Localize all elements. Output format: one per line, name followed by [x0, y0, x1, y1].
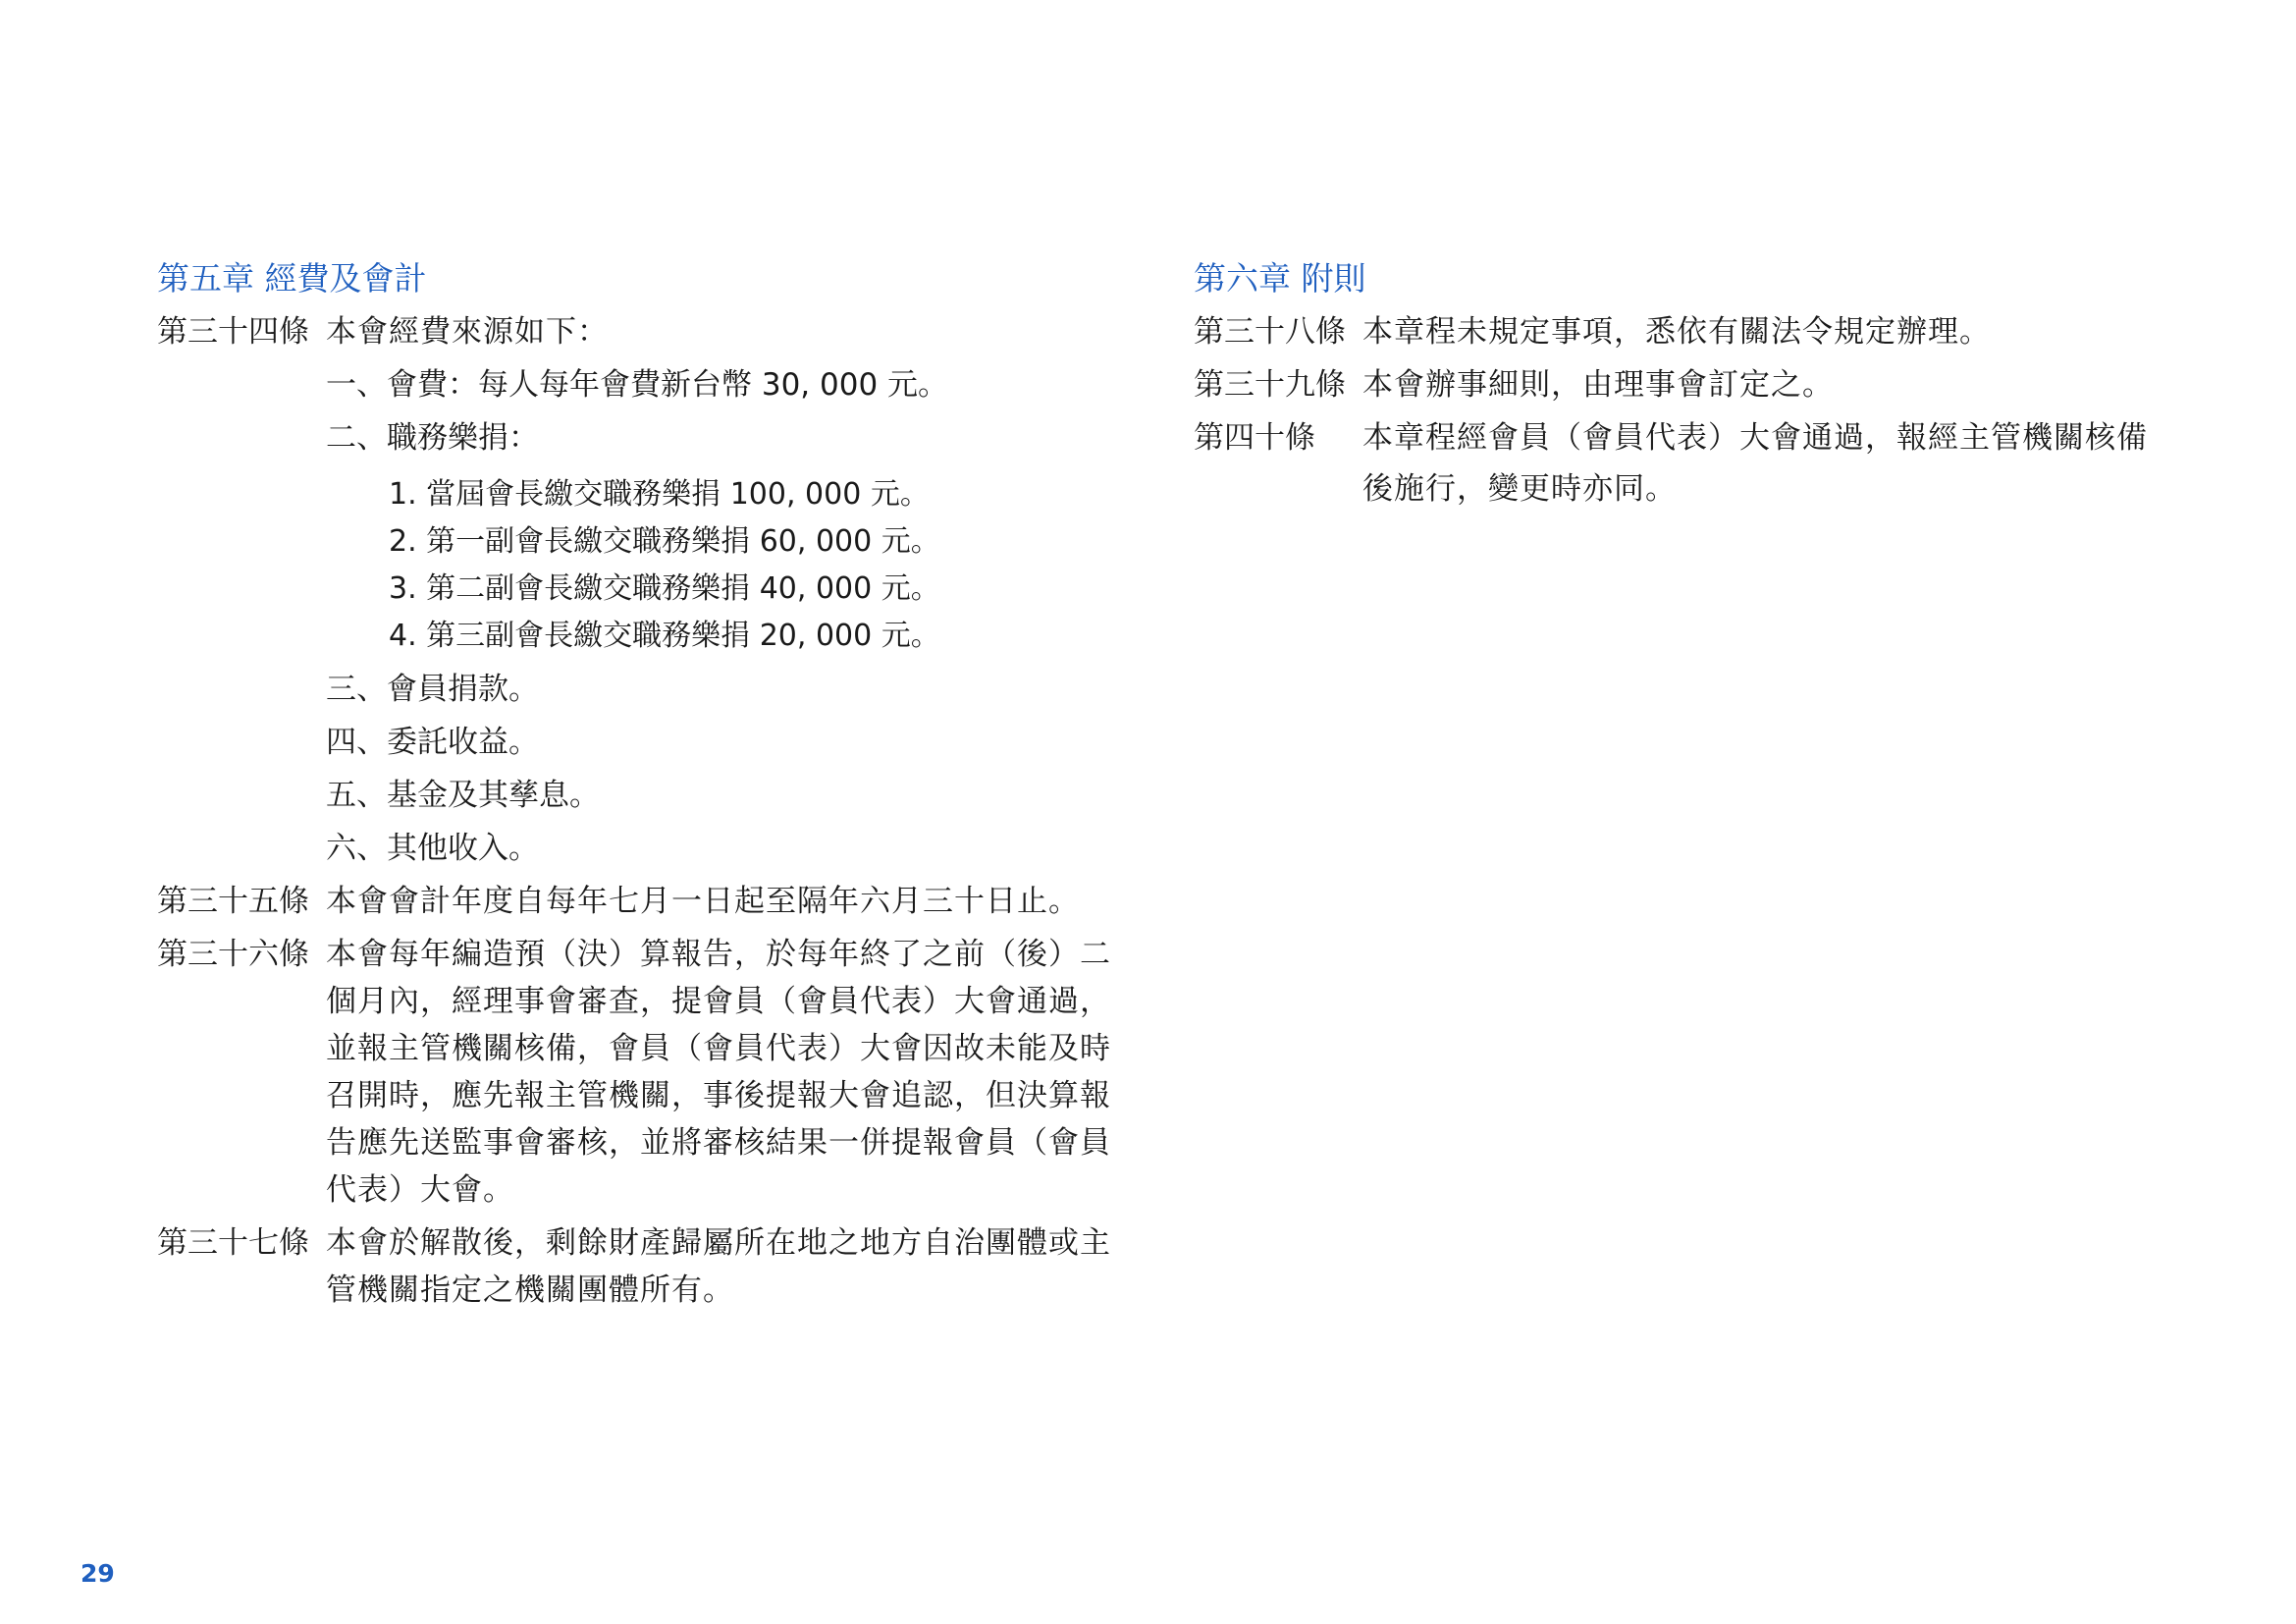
article-34-item: 六、其他收入。 [326, 831, 539, 866]
article-35-text: 本會會計年度自每年七月一日起至隔年六月三十日止。 [326, 884, 1080, 919]
article-40-line: 後施行，變更時亦同。 [1362, 471, 1677, 507]
article-37-label: 第三十七條 [157, 1225, 309, 1261]
article-39-label: 第三十九條 [1194, 367, 1346, 403]
article-34-text: 本會經費來源如下： [326, 314, 609, 350]
article-35-label: 第三十五條 [157, 884, 309, 919]
article-39-text: 本會辦事細則，由理事會訂定之。 [1362, 367, 1834, 403]
article-36-line: 並報主管機關核備，會員（會員代表）大會因故未能及時 [326, 1031, 1111, 1066]
article-40-line: 本章程經會員（會員代表）大會通過，報經主管機關核備 [1362, 420, 2148, 456]
article-36-label: 第三十六條 [157, 937, 309, 972]
article-34-item: 二、職務樂捐： [326, 420, 539, 456]
article-34-item: 四、委託收益。 [326, 725, 539, 760]
article-34-subitem: 2. 第一副會長繳交職務樂捐 60, 000 元。 [389, 524, 940, 559]
article-34-subitem: 1. 當屆會長繳交職務樂捐 100, 000 元。 [389, 477, 930, 512]
article-34-item: 一、會費：每人每年會費新台幣 30, 000 元。 [326, 367, 949, 403]
article-38-text: 本章程未規定事項，悉依有關法令規定辦理。 [1362, 314, 1991, 350]
article-34-item: 三、會員捐款。 [326, 672, 539, 707]
article-40-label: 第四十條 [1194, 420, 1315, 456]
article-34-label: 第三十四條 [157, 314, 309, 350]
chapter6-title: 第六章 附則 [1194, 259, 1366, 298]
page-number: 29 [80, 1559, 115, 1588]
article-34-subitem: 3. 第二副會長繳交職務樂捐 40, 000 元。 [389, 571, 940, 606]
chapter5-title: 第五章 經費及會計 [157, 259, 427, 298]
article-36-line: 本會每年編造預（決）算報告，於每年終了之前（後）二 [326, 937, 1111, 972]
article-36-line: 告應先送監事會審核，並將審核結果一併提報會員（會員 [326, 1125, 1111, 1161]
article-36-line: 個月內，經理事會審查，提會員（會員代表）大會通過， [326, 984, 1111, 1019]
article-36-line: 召開時，應先報主管機關，事後提報大會追認，但決算報 [326, 1078, 1111, 1113]
article-38-label: 第三十八條 [1194, 314, 1346, 350]
article-37-line: 管機關指定之機關團體所有。 [326, 1272, 734, 1308]
article-34-item: 五、基金及其孳息。 [326, 778, 600, 813]
article-36-line: 代表）大會。 [326, 1172, 514, 1208]
article-34-subitem: 4. 第三副會長繳交職務樂捐 20, 000 元。 [389, 619, 940, 653]
article-37-line: 本會於解散後，剩餘財產歸屬所在地之地方自治團體或主 [326, 1225, 1111, 1261]
